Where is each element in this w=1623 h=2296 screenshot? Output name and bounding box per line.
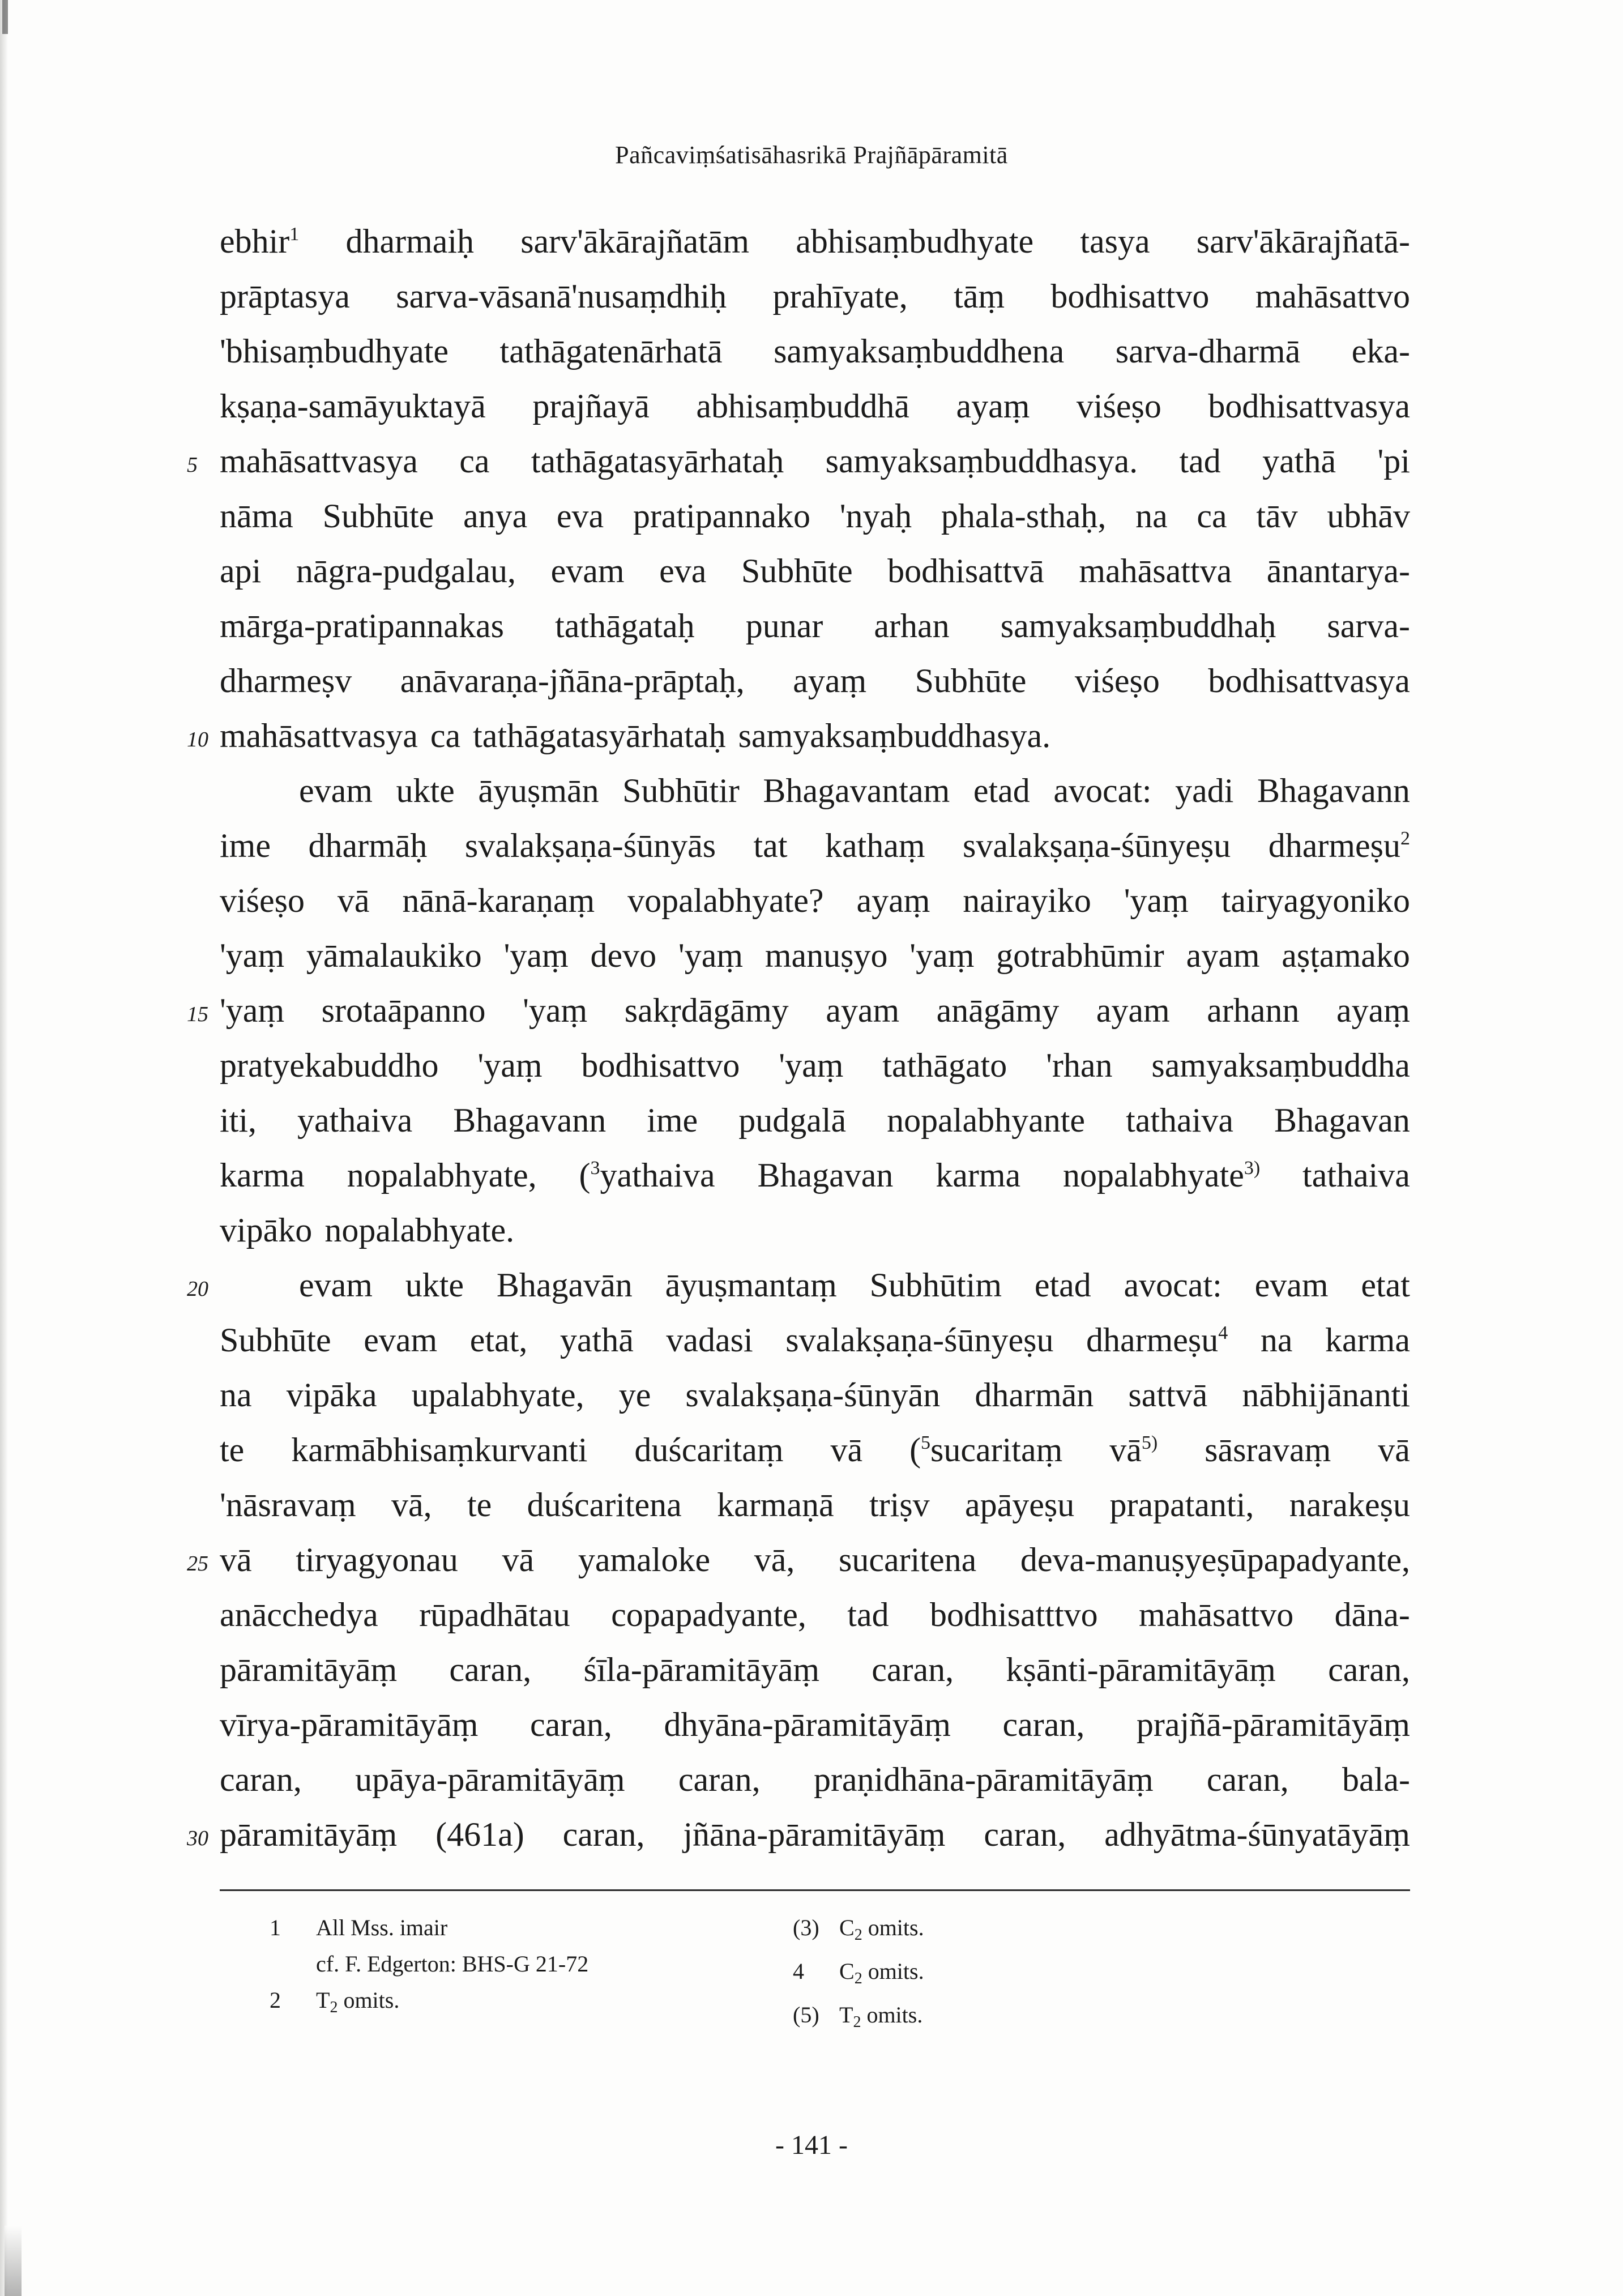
word: tathāgatasyārhataḥ (473, 717, 726, 754)
word: devo (590, 937, 657, 974)
word: Bhagavan (757, 1156, 894, 1194)
word: ayam (1096, 992, 1170, 1029)
word: tāṃ (954, 278, 1005, 315)
word: gotrabhūmir (996, 937, 1164, 974)
word: mahāsattvo (1139, 1596, 1294, 1633)
word: tathāgatasyārhataḥ (531, 442, 784, 480)
word: 'yaṃ (909, 937, 975, 974)
word: 'yaṃ (477, 1047, 543, 1084)
scan-corner-mark (2, 0, 8, 34)
word: tasya (1080, 223, 1150, 260)
word: te (467, 1486, 492, 1523)
word: anāgāmy (936, 992, 1060, 1029)
word: 'nyaḥ (839, 497, 912, 535)
word: 'yaṃ (1124, 882, 1189, 919)
word: nābhijānanti (1242, 1376, 1410, 1414)
page-number: - 141 - (775, 2130, 848, 2160)
word: bodhisatttvo (929, 1596, 1098, 1633)
word: triṣv (869, 1486, 930, 1523)
word: avocat: (1053, 772, 1152, 809)
word: bodhisattvā (887, 552, 1044, 590)
word: caran, (449, 1651, 532, 1688)
word: vīrya-pāramitāyāṃ (220, 1706, 479, 1743)
word: etad (973, 772, 1030, 809)
word: viśeṣo (1074, 662, 1160, 699)
word: samyaksaṃbuddha (1151, 1047, 1410, 1084)
word: svalakṣaṇa-śūnyeṣu (785, 1321, 1054, 1359)
word: vopalabhyate? (627, 882, 824, 919)
word: sāsravaṃ (1205, 1431, 1331, 1469)
word: ayaṃ (956, 387, 1030, 425)
word: Subhūte (741, 552, 853, 590)
word: yāmalaukiko (306, 937, 482, 974)
word: karmaṇā (717, 1486, 834, 1523)
word: vā, (391, 1486, 432, 1523)
word: dharmān (975, 1376, 1094, 1414)
word: tat (753, 827, 788, 864)
word: vā (220, 1541, 252, 1578)
text-line (220, 1038, 1410, 1093)
word: ime (220, 827, 271, 864)
line-number: 20 (187, 1277, 208, 1301)
word: mahāsattva (1079, 552, 1232, 590)
word: caran, (872, 1651, 954, 1688)
word: etad (1034, 1266, 1091, 1304)
word: punar (745, 607, 823, 645)
word: sucaritena (839, 1541, 977, 1578)
word: arhan (874, 607, 950, 645)
footnote-number: (3) (793, 1915, 819, 1940)
text-line (220, 544, 1410, 599)
word: ($^5$sucaritaṃ (909, 1431, 1063, 1469)
word: tathāgatenārhatā (499, 332, 723, 370)
word: eva (556, 497, 604, 535)
word: sarva- (1327, 607, 1410, 645)
word: ca (459, 442, 490, 480)
word: mahāsattvo (1255, 278, 1410, 315)
footnote-text: $T_2$ omits. (316, 1987, 400, 2016)
text-line (220, 1148, 1410, 1203)
word: ubhāv (1327, 497, 1410, 535)
word: ayam (1186, 937, 1260, 974)
word: kṣaṇa-samāyuktayā (220, 387, 486, 425)
word: ayaṃ (856, 882, 930, 919)
word: kathaṃ (825, 827, 925, 864)
text-line (187, 1258, 1410, 1313)
footnote-number: 4 (793, 1958, 804, 1984)
word: ānantarya- (1266, 552, 1410, 590)
word: Subhūtir (622, 772, 740, 809)
text-line (220, 599, 1410, 654)
word: 'bhisaṃbudhyate (220, 332, 449, 370)
text-line (187, 1807, 1410, 1862)
word: evam (299, 1266, 373, 1304)
text-line (220, 1752, 1410, 1807)
word: evam (550, 552, 625, 590)
word: tāv (1256, 497, 1298, 535)
word: ca (1197, 497, 1227, 535)
scan-corner-mark-bottom (5, 2226, 22, 2296)
word: tathaiva (1302, 1156, 1410, 1194)
footnote-text: $T_2$ omits. (839, 2002, 923, 2031)
word: prahīyate, (772, 278, 908, 315)
word: pratyekabuddho (220, 1047, 439, 1084)
word: sarv'ākārajñatā- (1196, 223, 1410, 260)
word: bodhisattvo (1050, 278, 1210, 315)
word: ayaṃ (793, 662, 867, 699)
word: svalakṣaṇa-śūnyās (464, 827, 716, 864)
footnote (270, 1910, 779, 1946)
text-line (220, 763, 1410, 818)
word: dharmāḥ (308, 827, 428, 864)
word: ye (618, 1376, 651, 1414)
word: etat, (469, 1321, 528, 1359)
footnote (793, 1953, 1302, 1997)
word: arhann (1207, 992, 1300, 1029)
word: eka- (1351, 332, 1410, 370)
word: samyaksaṃbuddhaḥ (1000, 607, 1276, 645)
word: caran, (1206, 1761, 1289, 1798)
word: kṣānti-pāramitāyāṃ (1006, 1651, 1276, 1688)
line-number: 30 (187, 1826, 208, 1850)
word: viśeṣo (220, 882, 305, 919)
text-line (220, 1368, 1410, 1423)
footnote-number: (5) (793, 2002, 819, 2028)
line-number: 25 (187, 1552, 208, 1576)
line-number: 15 (187, 1002, 208, 1026)
text-line (220, 324, 1410, 379)
word: caran, (1328, 1651, 1410, 1688)
footnote-ref: 4 (1218, 1322, 1228, 1343)
word: nopalabhyate. (324, 1211, 515, 1249)
word: tairyagyoniko (1221, 882, 1410, 919)
word: tathāgato (882, 1047, 1007, 1084)
line-number: 5 (187, 453, 198, 477)
word: yadi (1175, 772, 1234, 809)
word: na (1135, 497, 1168, 535)
word: (461a) (435, 1816, 524, 1853)
word: anāvaraṇa-jñāna-prāptaḥ, (400, 662, 745, 699)
word: api (220, 552, 262, 590)
footnote-ref: 2 (1400, 828, 1410, 849)
scan-margin-shadow (0, 0, 8, 2296)
word: āyuṣmān (478, 772, 599, 809)
word: āyuṣmantaṃ (665, 1266, 837, 1304)
word: dhyāna-pāramitāyāṃ (664, 1706, 951, 1743)
word: dharmeṣu$^2$ (1268, 827, 1410, 864)
word: svalakṣaṇa-śūnyān (685, 1376, 941, 1414)
word: anya (463, 497, 528, 535)
footnote-ref: 5 (921, 1432, 931, 1453)
footnote-text: $C_2$ omits. (839, 1915, 924, 1944)
word: samyaksaṃbuddhena (774, 332, 1065, 370)
word: na (1260, 1321, 1293, 1359)
text-line (220, 269, 1410, 324)
text-line (220, 654, 1410, 709)
text-line (187, 709, 1410, 763)
word: dharmeṣv (220, 662, 352, 699)
word: caran, (562, 1816, 645, 1853)
word: 'yaṃ (503, 937, 569, 974)
word: ($^3$yathaiva (579, 1156, 715, 1194)
text-line (220, 1203, 1410, 1258)
word: bodhisattvo (581, 1047, 740, 1084)
footnote-number: 1 (270, 1915, 281, 1940)
word: pratipannako (633, 497, 811, 535)
word: vā (1378, 1431, 1410, 1469)
word: ayaṃ (1336, 992, 1410, 1029)
word: Subhūte (322, 497, 434, 535)
word: 'yaṃ (220, 992, 285, 1029)
footnote (270, 1946, 779, 1982)
word: karma (1325, 1321, 1410, 1359)
footnote-number (270, 1946, 316, 1982)
word: duścaritaṃ (634, 1431, 784, 1469)
word: prāptasya (220, 278, 350, 315)
word: bala- (1342, 1761, 1410, 1798)
footnotes-right-column (793, 1910, 1302, 2041)
word: bodhisattvasya (1208, 662, 1410, 699)
word: svalakṣaṇa-śūnyeṣu (963, 827, 1231, 864)
word: viśeṣo (1076, 387, 1161, 425)
word: Bhagavann (1257, 772, 1410, 809)
footnote-rule (220, 1889, 1410, 1891)
text-line (220, 1423, 1410, 1478)
word: Bhagavantam (763, 772, 950, 809)
main-text (187, 214, 1410, 1862)
word: sarva-dharmā (1115, 332, 1301, 370)
word: upalabhyate, (411, 1376, 584, 1414)
word: Subhūte (220, 1321, 331, 1359)
word: dharmeṣu$^4$ (1086, 1321, 1228, 1359)
word: vadasi (666, 1321, 753, 1359)
word: pāramitāyāṃ (220, 1816, 398, 1853)
word: ukte (405, 1266, 464, 1304)
text-line (220, 214, 1410, 269)
word: tathāgataḥ (555, 607, 695, 645)
word: ebhir$^1$ (220, 223, 300, 260)
word: abhisaṃbuddhā (696, 387, 909, 425)
word: ime (647, 1102, 698, 1139)
word: yathaiva (297, 1102, 413, 1139)
word: nānā-karaṇaṃ (402, 882, 595, 919)
word: nopalabhyate, (347, 1156, 537, 1194)
footnote-ref: 5) (1141, 1432, 1158, 1453)
word: abhisaṃbudhyate (796, 223, 1034, 260)
word: praṇidhāna-pāramitāyāṃ (813, 1761, 1154, 1798)
text-line (220, 1587, 1410, 1642)
word: pudgalā (738, 1102, 847, 1139)
word: evam (299, 772, 373, 809)
word: caran, (1002, 1706, 1085, 1743)
word: mārga-pratipannakas (220, 607, 505, 645)
text-line (220, 489, 1410, 544)
word: apāyeṣu (964, 1486, 1075, 1523)
word: Bhagavan (1274, 1102, 1410, 1139)
text-line (220, 1697, 1410, 1752)
footnote (793, 1997, 1302, 2041)
word: duścaritena (527, 1486, 682, 1523)
word: avocat: (1124, 1266, 1222, 1304)
word: sattvā (1128, 1376, 1208, 1414)
word: dharmaiḥ (345, 223, 475, 260)
word: etat (1361, 1266, 1410, 1304)
text-line (220, 818, 1410, 873)
word: karma (936, 1156, 1021, 1194)
word: sarva-vāsanā'nusaṃdhiḥ (396, 278, 727, 315)
word: aṣṭamako (1282, 937, 1410, 974)
word: $vā^{5)}$ (1109, 1431, 1158, 1469)
footnote-number: 2 (270, 1987, 281, 2013)
word: caran, (678, 1761, 761, 1798)
word: ca (430, 717, 461, 754)
footnote-ref: 1 (289, 224, 300, 245)
word: manuṣyo (764, 937, 888, 974)
word: vā, (754, 1541, 795, 1578)
word: ayam (826, 992, 900, 1029)
word: caran, (530, 1706, 612, 1743)
footnote (270, 1982, 779, 2026)
word: anācchedya (220, 1596, 378, 1633)
word: 'nāsravaṃ (220, 1486, 356, 1523)
word: karmābhisaṃkurvanti (291, 1431, 588, 1469)
word: te (220, 1431, 245, 1469)
word: tiryagyonau (296, 1541, 458, 1578)
word: sakṛdāgāmy (624, 992, 789, 1029)
word: 'yaṃ (678, 937, 744, 974)
footnote-ref: 3) (1244, 1158, 1261, 1179)
word: tathaiva (1126, 1102, 1233, 1139)
word: 'yaṃ (523, 992, 588, 1029)
word: mahāsattvasya (220, 442, 418, 480)
word: vā (830, 1431, 863, 1469)
word: caran, (220, 1761, 302, 1798)
word: prajñayā (532, 387, 650, 425)
footnote-text: cf. F. Edgerton: BHS-G 21-72 (316, 1951, 589, 1977)
word: vā (337, 882, 370, 919)
footnote-text: All Mss. imair (316, 1915, 448, 1940)
word: yamaloke (578, 1541, 711, 1578)
word: vipāko (220, 1211, 313, 1249)
word: yathā (1262, 442, 1336, 480)
word: adhyātma-śūnyatāyāṃ (1104, 1816, 1410, 1853)
footnote (793, 1910, 1302, 1953)
word: eva (659, 552, 707, 590)
word: rūpadhātau (419, 1596, 570, 1633)
word: nairayiko (963, 882, 1091, 919)
word: bodhisattvasya (1208, 387, 1410, 425)
word: vā (502, 1541, 535, 1578)
word: vipāka (286, 1376, 377, 1414)
line-number: 10 (187, 728, 208, 752)
word: caran, (984, 1816, 1066, 1853)
word: sarv'ākārajñatām (520, 223, 750, 260)
word: nāma (220, 497, 293, 535)
text-line (220, 1642, 1410, 1697)
text-line (187, 983, 1410, 1038)
word: upāya-pāramitāyāṃ (355, 1761, 625, 1798)
word: jñāna-pāramitāyāṃ (683, 1816, 946, 1853)
word: 'rhan (1046, 1047, 1113, 1084)
text-line (220, 1093, 1410, 1148)
word: dāna- (1334, 1596, 1410, 1633)
word: Bhagavann (453, 1102, 607, 1139)
word: prapatanti, (1109, 1486, 1254, 1523)
word: evam (1254, 1266, 1329, 1304)
footnote-ref: 3 (590, 1158, 600, 1179)
word: 'yaṃ (779, 1047, 844, 1084)
word: yathā (559, 1321, 634, 1359)
word: iti, (220, 1102, 257, 1139)
word: samyaksaṃbuddhasya. (825, 442, 1138, 480)
word: ukte (396, 772, 455, 809)
word: nopalabhyate$^{3)}$ (1063, 1156, 1261, 1194)
word: copapadyante, (611, 1596, 806, 1633)
text-line (220, 1478, 1410, 1533)
word: prajñā-pāramitāyāṃ (1136, 1706, 1410, 1743)
word: 'yaṃ (220, 937, 285, 974)
word: samyaksaṃbuddhasya. (738, 717, 1051, 754)
word: narakeṣu (1289, 1486, 1410, 1523)
word: srotaāpanno (321, 992, 486, 1029)
word: nāgra-pudgalau, (296, 552, 516, 590)
word: tad (1179, 442, 1221, 480)
word: śīla-pāramitāyāṃ (583, 1651, 820, 1688)
word: nopalabhyante (887, 1102, 1086, 1139)
word: deva-manuṣyeṣūpapadyante, (1020, 1541, 1410, 1578)
footnotes-left-column (270, 1910, 779, 2026)
text-line (220, 928, 1410, 983)
running-head: Pañcaviṃśatisāhasrikā Prajñāpāramitā (615, 141, 1008, 169)
word: Subhūtim (869, 1266, 1002, 1304)
word: mahāsattvasya (220, 717, 418, 754)
word: Bhagavān (496, 1266, 633, 1304)
word: 'pi (1377, 442, 1410, 480)
word: karma (220, 1156, 305, 1194)
word: Subhūte (915, 662, 1027, 699)
word: pāramitāyāṃ (220, 1651, 398, 1688)
word: na (220, 1376, 252, 1414)
text-line (220, 873, 1410, 928)
text-line (220, 1313, 1410, 1368)
word: evam (364, 1321, 438, 1359)
text-line (187, 434, 1410, 489)
word: phala-sthaḥ, (941, 497, 1107, 535)
word: tad (847, 1596, 889, 1633)
text-line (220, 379, 1410, 434)
text-line (187, 1533, 1410, 1587)
footnote-text: $C_2$ omits. (839, 1958, 924, 1987)
